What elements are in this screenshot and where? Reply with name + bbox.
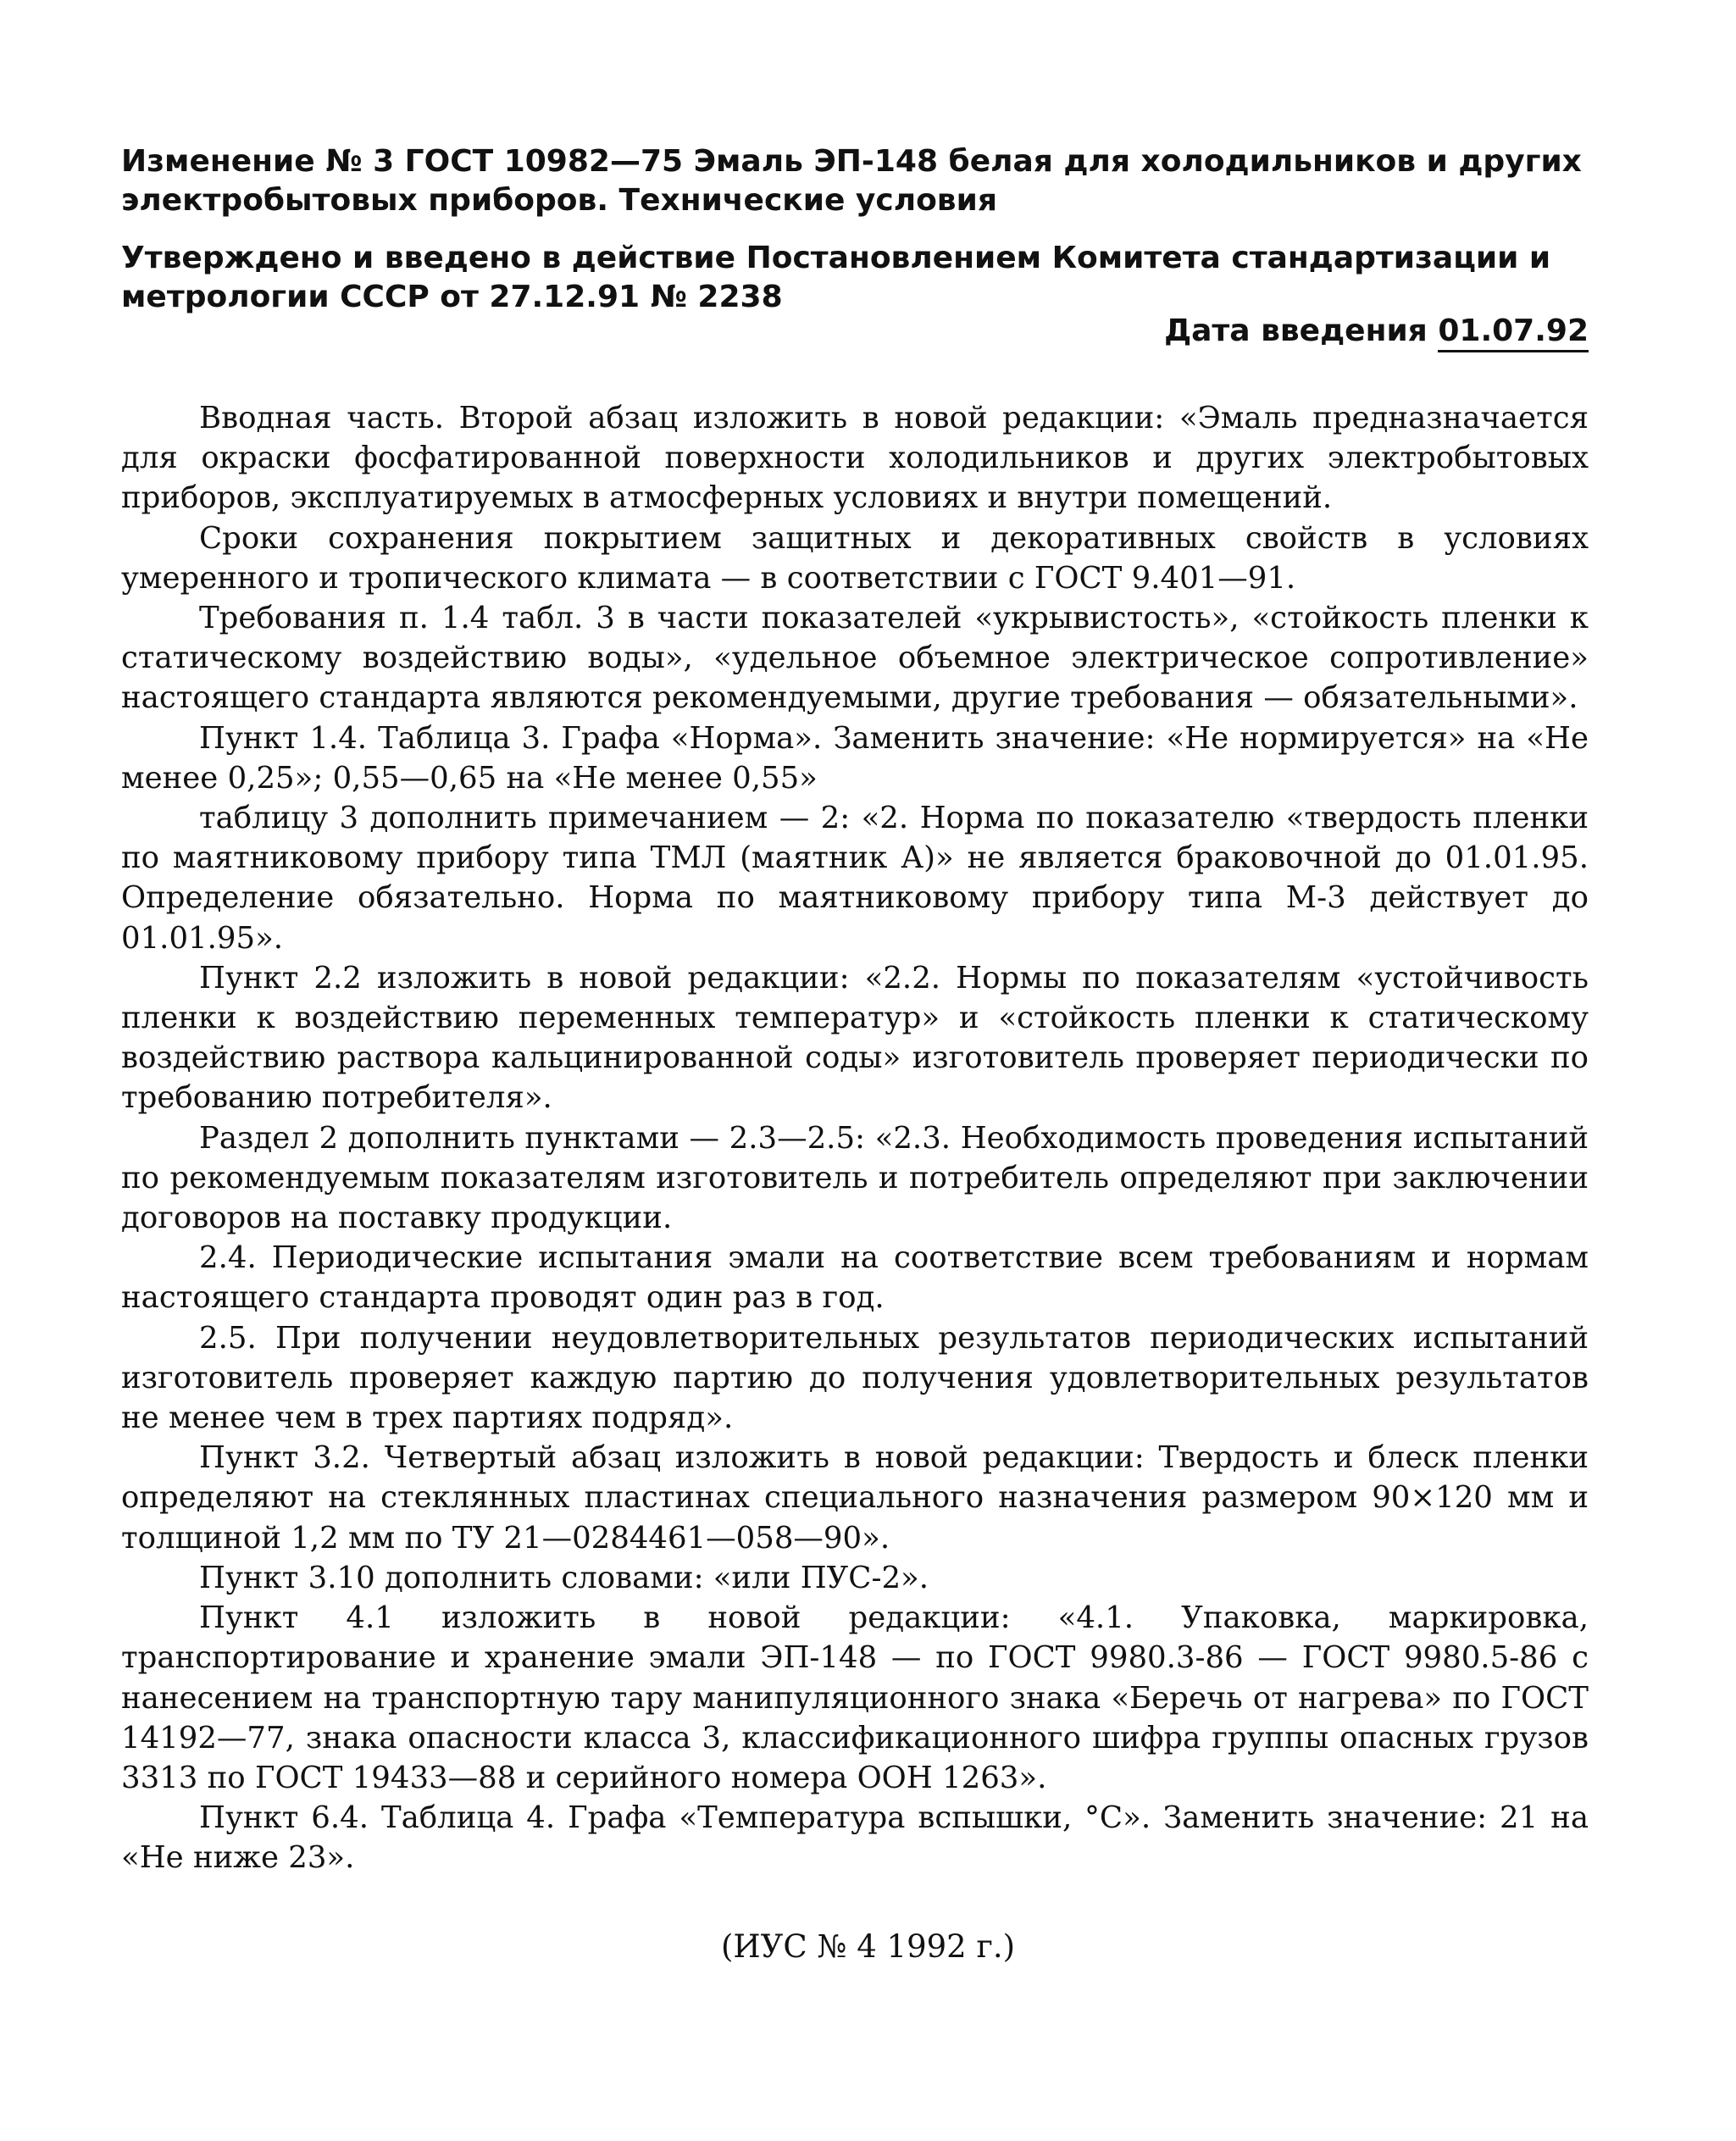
paragraph: Пункт 2.2 изложить в новой редакции: «2.2. Нормы по показателям «устойчивость пленки к воздействию переменных температур» и «стойкость пленки к статическому воздействию раствора кальцинированной соды» изготовитель проверяет периодически по требованию потребителя». <box>121 960 1589 1116</box>
paragraph: Вводная часть. Второй абзац изложить в новой редакции: «Эмаль предназначается для окраски фосфатированной поверхности холодильников и других электробытовых приборов, эксплуатируемых в атмосферных условиях и внутри помещений. <box>121 401 1589 516</box>
publication-reference: (ИУС № 4 1992 г.) <box>720 1928 1016 1965</box>
paragraph: Требования п. 1.4 табл. 3 в части показателей «укрывистость», «стойкость пленки к статическому воздействию воды», «удельное объемное электрическое сопротивление» настоящего стандарта являются рекомендуемыми, другие требования — обязательными». <box>121 601 1589 716</box>
paragraph: Раздел 2 дополнить пунктами — 2.3—2.5: «2.3. Необходимость проведения испытаний по рекомендуемым показателям изготовитель и потребитель определяют при заключении договоров на поставку продукции. <box>121 1120 1589 1236</box>
document-body <box>121 398 1589 1878</box>
paragraph: таблицу 3 дополнить примечанием — 2: «2. Норма по показателю «твердость пленки по маятниковому прибору типа ТМЛ (маятник А)» не является браковочной до 01.01.95. Определение обязательно. Норма по маятниковому прибору типа М-3 действует до 01.01.95». <box>121 801 1589 956</box>
paragraph: Пункт 4.1 изложить в новой редакции: «4.1. Упаковка, маркировка, транспортирование и хранение эмали ЭП-148 — по ГОСТ 9980.3-86 — ГОСТ 9980.5-86 с нанесением на транспортную тару манипуляционного знака «Беречь от нагрева» по ГОСТ 14192—77, знака опасности класса 3, классификационного шифра группы опасных грузов 3313 по ГОСТ 19433—88 и серийного номера ООН 1263». <box>121 1600 1589 1795</box>
effective-date <box>1164 312 1589 351</box>
paragraph: Пункт 3.10 дополнить словами: «или ПУС-2». <box>199 1560 929 1595</box>
document-title: Изменение № 3 ГОСТ 10982—75 Эмаль ЭП-148 белая для холодильников и других электробытовых приборов. Технические условия <box>121 144 1582 218</box>
paragraph: Пункт 6.4. Таблица 4. Графа «Температура вспышки, °С». Заменить значение: 21 на «Не ниже 23». <box>121 1800 1589 1876</box>
effective-date-label: Дата введения <box>1164 313 1428 348</box>
paragraph: Пункт 1.4. Таблица 3. Графа «Норма». Заменить значение: «Не нормируется» на «Не менее 0,25»; 0,55—0,65 на «Не менее 0,55» <box>121 720 1589 796</box>
paragraph: Пункт 3.2. Четвертый абзац изложить в новой редакции: Твердость и блеск пленки определяют на стеклянных пластинах специального назначения размером 90×120 мм и толщиной 1,2 мм по ТУ 21—0284461—058—90». <box>121 1440 1589 1556</box>
paragraph: 2.5. При получении неудовлетворительных результатов периодических испытаний изготовитель проверяет каждую партию до получения удовлетворительных результатов не менее чем в трех партиях подряд». <box>121 1320 1589 1436</box>
paragraph: 2.4. Периодические испытания эмали на соответствие всем требованиям и нормам настоящего стандарта проводят один раз в год. <box>121 1240 1589 1316</box>
paragraph: Сроки сохранения покрытием защитных и декоративных свойств в условиях умеренного и тропического климата — в соответствии с ГОСТ 9.401—91. <box>121 520 1589 596</box>
approval-statement: Утверждено и введено в действие Постановлением Комитета стандартизации и метрологии СССР от 27.12.91 № 2238 <box>121 241 1551 314</box>
effective-date-value: 01.07.92 <box>1438 313 1589 352</box>
